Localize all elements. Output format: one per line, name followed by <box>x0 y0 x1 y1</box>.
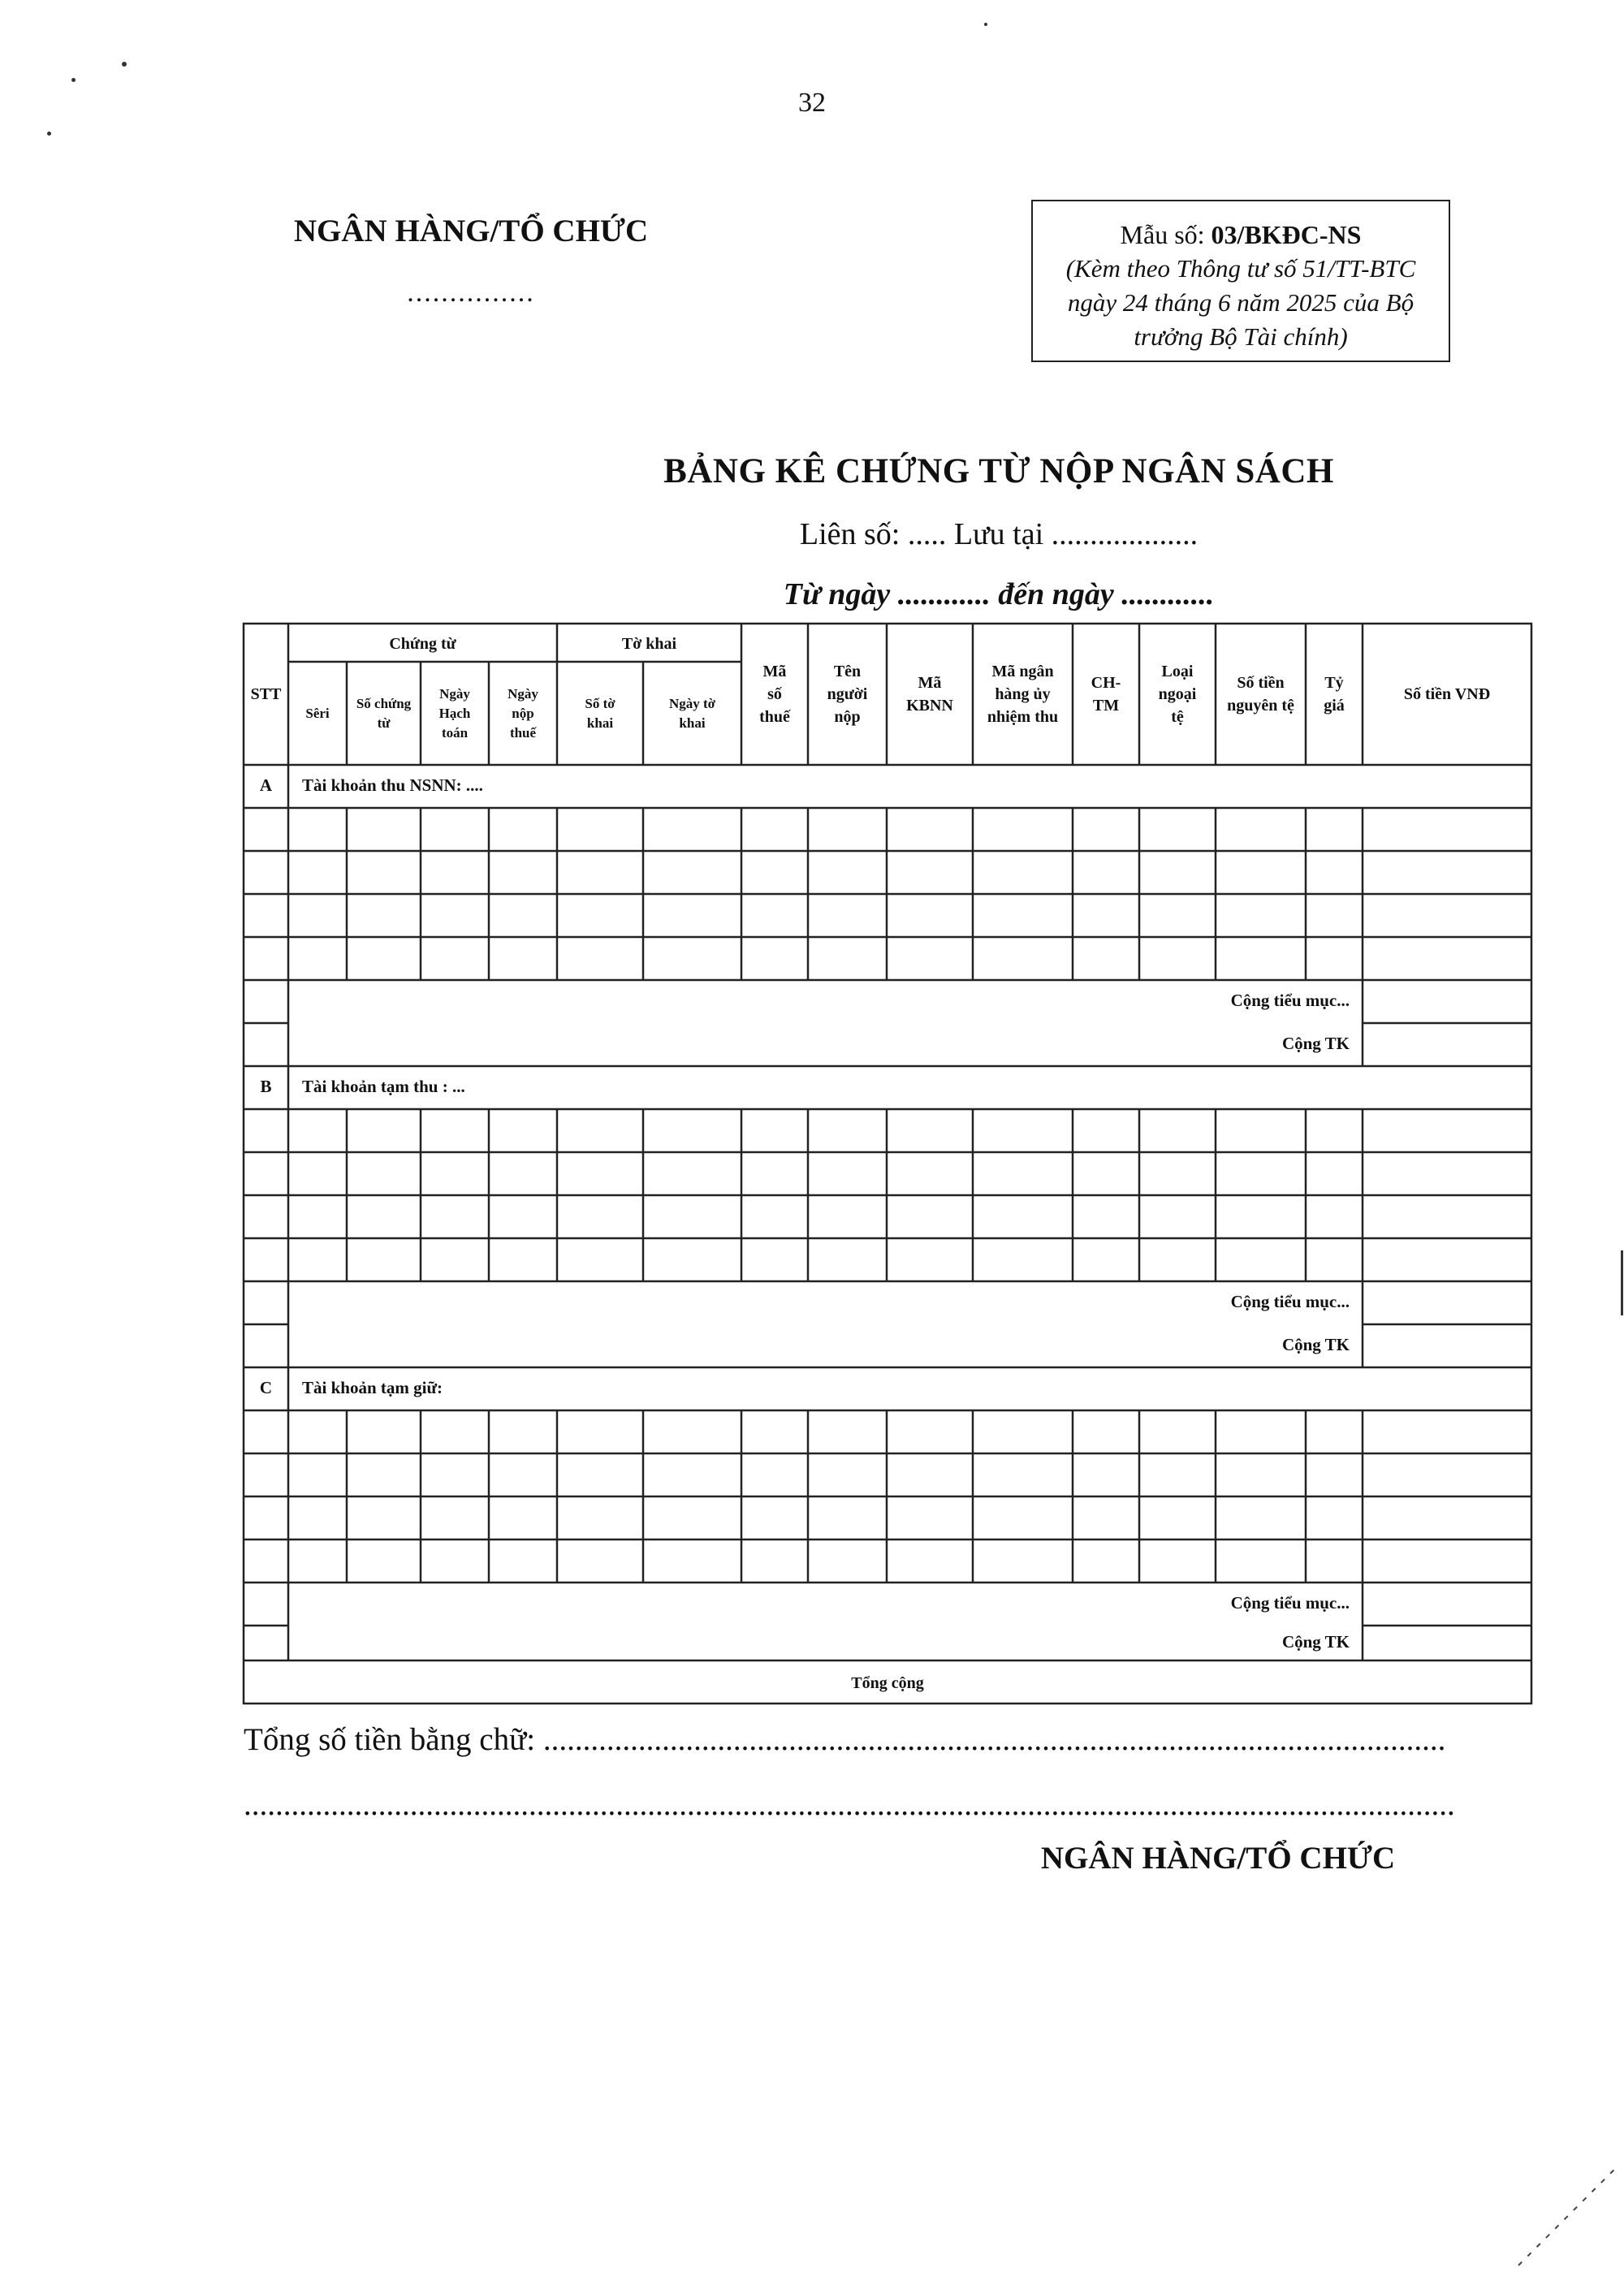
amount-in-words-line: Tổng số tiền bằng chữ: .................................................................................................................. <box>244 1722 1446 1757</box>
section-key-b: B <box>260 1077 272 1096</box>
col-loai-ngoai-te-header: Loại ngoại tệ <box>1158 663 1197 726</box>
scan-speck <box>984 23 987 26</box>
col-ma-kbnn-header: Mã KBNN <box>906 674 953 715</box>
account-total-label-c: Cộng TK <box>1281 1632 1350 1652</box>
organization-dots: ............... <box>407 278 535 308</box>
col-ch-tm-header: CH-TM <box>1091 674 1121 715</box>
dotted-continuation-line: ......................................................................................................................................................... <box>244 1787 1455 1822</box>
col-seri-header: Sêri <box>305 705 330 721</box>
form-code-prefix: Mẫu số: <box>1120 220 1212 249</box>
subtotal-label-c: Cộng tiểu mục... <box>1230 1593 1350 1613</box>
section-label-c: Tài khoản tạm giữ: <box>302 1378 443 1397</box>
signature-organization: NGÂN HÀNG/TỔ CHỨC <box>1040 1841 1396 1876</box>
section-label-b: Tài khoản tạm thu : ... <box>302 1077 465 1096</box>
col-ten-nguoi-nop-header: Tên người nộp <box>827 663 868 726</box>
scan-speck <box>47 132 51 136</box>
col-ty-gia-header: Tỷ giá <box>1324 674 1345 715</box>
col-so-tien-nguyen-te-header: Số tiền nguyên tệ <box>1227 674 1294 715</box>
scan-mark <box>1621 1250 1623 1315</box>
col-ngay-nop-thue-header: Ngày nộp thuế <box>508 685 538 741</box>
date-range-line: Từ ngày ............ đến ngày ............ <box>783 577 1215 611</box>
col-ma-so-thue-header: Mã số thuế <box>759 663 790 726</box>
group-header-to-khai: Tờ khai <box>621 635 677 653</box>
col-ngay-hach-toan-header: Ngày Hạch toán <box>438 685 471 741</box>
form-code: 03/BKĐC-NS <box>1211 220 1362 249</box>
scan-stroke <box>1510 2160 1624 2274</box>
account-total-label-a: Cộng TK <box>1281 1034 1350 1053</box>
subtotal-label-b: Cộng tiểu mục... <box>1230 1292 1350 1311</box>
form-note-line-1: (Kèm theo Thông tư số 51/TT-BTC <box>1065 254 1416 283</box>
document-title: BẢNG KÊ CHỨNG TỪ NỘP NGÂN SÁCH <box>663 452 1334 490</box>
page-number: 32 <box>798 88 826 118</box>
col-so-to-khai-header: Số tờ khai <box>585 695 615 731</box>
form-note-line-2: ngày 24 tháng 6 năm 2025 của Bộ <box>1067 288 1415 317</box>
section-key-c: C <box>259 1378 273 1397</box>
col-so-tien-vnd-header: Số tiền VNĐ <box>1403 685 1491 703</box>
form-note-line-3: trưởng Bộ Tài chính) <box>1134 322 1348 351</box>
grand-total-label: Tổng cộng <box>851 1674 924 1692</box>
account-total-label-b: Cộng TK <box>1281 1335 1350 1354</box>
copy-storage-line: Liên số: ..... Lưu tại ................... <box>799 517 1199 551</box>
section-key-a: A <box>259 775 273 795</box>
col-stt-header: STT <box>250 685 282 703</box>
subtotal-label-a: Cộng tiểu mục... <box>1230 991 1350 1010</box>
section-label-a: Tài khoản thu NSNN: .... <box>302 775 483 795</box>
organization-name: NGÂN HÀNG/TỔ CHỨC <box>293 214 649 248</box>
col-so-chung-tu-header: Số chứng từ <box>356 695 412 731</box>
scan-speck <box>71 78 76 82</box>
scan-speck <box>122 62 127 67</box>
col-ma-ngan-hang-header: Mã ngân hàng ủy nhiệm thu <box>987 663 1059 726</box>
group-header-chung-tu: Chứng từ <box>389 635 456 653</box>
col-ngay-to-khai-header: Ngày tờ khai <box>668 695 716 731</box>
